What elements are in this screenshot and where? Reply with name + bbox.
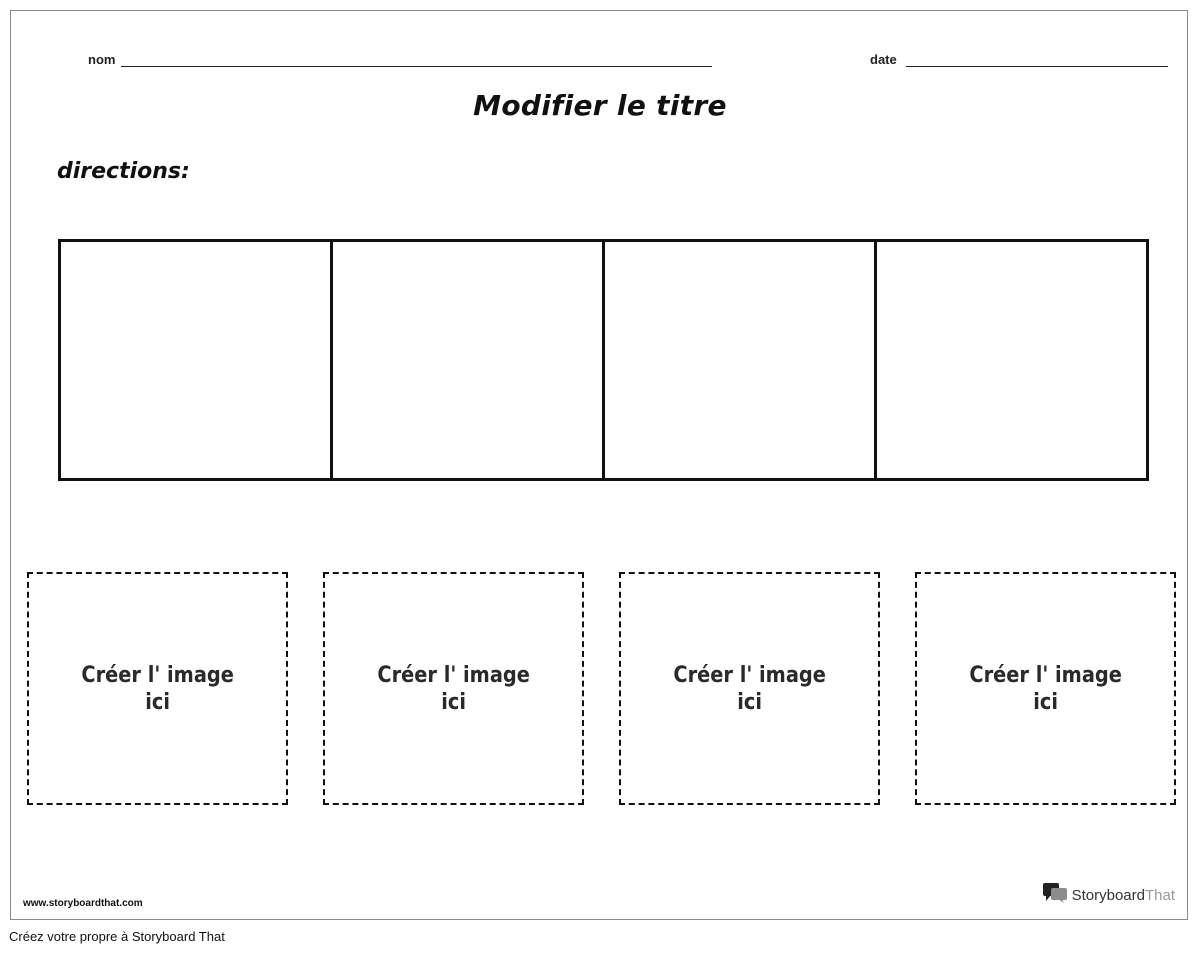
storyboard-cell-3[interactable] bbox=[605, 242, 877, 478]
website-url: www.storyboardthat.com bbox=[23, 898, 143, 909]
storyboard-cell-1[interactable] bbox=[61, 242, 333, 478]
dropzone-label: Créer l' image ici bbox=[969, 662, 1122, 715]
image-dropzone-1[interactable] bbox=[27, 572, 288, 805]
directions-label[interactable]: directions: bbox=[57, 159, 190, 184]
dropzone-label: Créer l' image ici bbox=[673, 662, 826, 715]
create-your-own-link[interactable]: Créez votre propre à Storyboard That bbox=[9, 929, 225, 944]
date-field-line[interactable] bbox=[906, 66, 1168, 67]
page-title[interactable]: Modifier le titre bbox=[473, 89, 727, 122]
image-dropzone-2[interactable] bbox=[323, 572, 584, 805]
speech-bubbles-icon bbox=[1042, 882, 1068, 909]
storyboard-cell-2[interactable] bbox=[333, 242, 605, 478]
name-label: nom bbox=[88, 52, 116, 67]
logo-text-that: That bbox=[1144, 887, 1175, 904]
storyboardthat-logo bbox=[1042, 882, 1175, 909]
worksheet bbox=[10, 10, 1188, 920]
name-field-line[interactable] bbox=[121, 66, 712, 67]
date-label: date bbox=[870, 52, 897, 67]
image-dropzone-4[interactable] bbox=[915, 572, 1176, 805]
dropzone-label: Créer l' image ici bbox=[81, 662, 234, 715]
logo-text-storyboard: Storyboard bbox=[1071, 887, 1145, 904]
dropzone-label: Créer l' image ici bbox=[377, 662, 530, 715]
storyboard-frames bbox=[58, 239, 1149, 481]
storyboard-cell-4[interactable] bbox=[877, 242, 1146, 478]
image-dropzone-3[interactable] bbox=[619, 572, 880, 805]
